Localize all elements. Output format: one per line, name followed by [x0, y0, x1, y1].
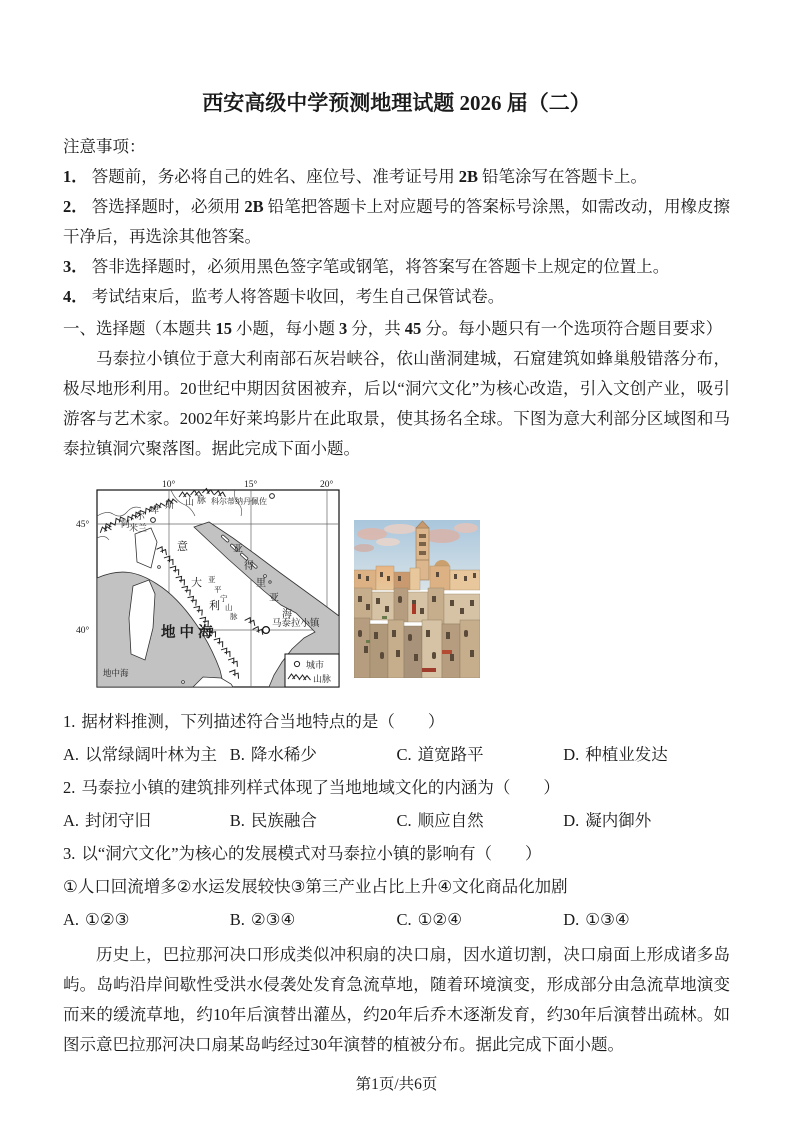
option-b: B. 降水稀少 — [229, 745, 317, 764]
section-header-points: 3 — [339, 319, 348, 338]
svg-text:山: 山 — [185, 497, 195, 507]
svg-text:亚: 亚 — [269, 593, 279, 604]
notice-item-1 — [63, 162, 730, 192]
svg-text:斯: 斯 — [165, 500, 175, 510]
notice-item-text: 铅笔把答题卡上对应题号的答案标号涂黑，如需改动，用橡皮擦干净后，再选涂其他答案。 — [63, 197, 731, 246]
question-2-options — [63, 804, 730, 837]
svg-text:大: 大 — [191, 577, 202, 589]
map-svg — [75, 478, 347, 692]
option-b: B. ②③④ — [229, 910, 296, 929]
question-text: 据材料推测，下列描述符合当地特点的是（ ） — [81, 712, 445, 731]
section-header-text: 小题，每小题 — [236, 319, 335, 338]
notice-item-2 — [63, 192, 730, 252]
section-header-text: 分。每小题只有一个选项符合题目要求） — [425, 319, 723, 338]
option-c: C. 顺应自然 — [396, 811, 484, 830]
option-a: A. 以常绿阔叶林为主 — [63, 745, 218, 764]
notice-item-text: 答题前，务必将自己的姓名、座位号、准考证号用 — [91, 167, 455, 186]
notice-item-text: 答非选择题时，必须用黑色签字笔或钢笔，将答案写在答题卡上规定的位置上。 — [91, 257, 670, 276]
question-number: 1. — [63, 712, 76, 731]
page-title: 西安高级中学预测地理试题 2026 届（二） — [202, 91, 591, 115]
svg-text:脉: 脉 — [197, 495, 207, 505]
option-d: D. 种植业发达 — [563, 745, 668, 764]
svg-text:脉: 脉 — [230, 612, 238, 621]
question-1-options — [63, 738, 730, 771]
mediterranean-label: 地中海 — [161, 625, 217, 641]
question-2 — [63, 771, 730, 804]
svg-text:山: 山 — [225, 603, 233, 612]
svg-text:宁: 宁 — [220, 594, 228, 603]
city-marker-icon — [294, 661, 299, 666]
section-header — [63, 313, 730, 344]
notice-item-3 — [63, 252, 730, 282]
section-header-text: 一、选择题（本题共 — [63, 319, 212, 338]
question-text: 以“洞穴文化”为核心的发展模式对马泰拉小镇的影响有（ ） — [81, 844, 542, 863]
italy-region-map — [75, 478, 347, 697]
svg-text:亚: 亚 — [233, 544, 243, 555]
notice-item-text: 考试结束后，监考人将答题卡收回，考生自己保管试卷。 — [91, 287, 505, 306]
city-marker-icon — [270, 494, 275, 499]
photo-mid-town — [354, 588, 480, 624]
questions-block — [63, 705, 730, 936]
svg-text:阿: 阿 — [121, 519, 131, 529]
question-3-subline: ①人口回流增多②水运发展较快③第三产业占比上升④文化商品化加剧 — [63, 877, 568, 896]
option-d: D. 凝内御外 — [563, 811, 652, 830]
svg-text:意: 意 — [177, 541, 188, 553]
notice-item-4 — [63, 282, 730, 312]
question-3-options — [63, 903, 730, 936]
legend-city-label: 城市 — [306, 660, 325, 670]
section-header-text: 分，共 — [351, 319, 401, 338]
figure-row — [75, 478, 730, 697]
milan-label: 米兰 — [129, 523, 148, 533]
notice-item-number: 3． — [63, 257, 88, 276]
svg-text:得: 得 — [244, 561, 254, 572]
lon-label-15: 15° — [244, 480, 258, 490]
question-text: 马泰拉小镇的建筑排列样式体现了当地地域文化的内涵为（ ） — [81, 778, 560, 797]
svg-text:利: 利 — [209, 600, 220, 612]
option-a: A. ①②③ — [63, 910, 130, 929]
notice-item-number: 4． — [63, 287, 88, 306]
lon-label-20: 20° — [320, 480, 334, 490]
svg-text:里: 里 — [256, 578, 266, 589]
notice-section — [63, 132, 730, 312]
notice-item-number: 2． — [63, 197, 88, 216]
photo-lower-town — [354, 618, 480, 678]
notice-heading: 注意事项： — [63, 137, 146, 156]
lat-label-45: 45° — [76, 520, 90, 530]
question-number: 3. — [63, 844, 76, 863]
option-b: B. 民族融合 — [229, 811, 317, 830]
map-legend — [285, 654, 339, 687]
option-c: C. 道宽路平 — [396, 745, 484, 764]
section-header-total: 45 — [404, 319, 422, 338]
svg-text:尔: 尔 — [136, 511, 146, 521]
option-d: D. ①③④ — [563, 910, 630, 929]
intro-paragraph: 马泰拉小镇位于意大利南部石灰岩峡谷，依山凿洞建城，石窟建筑如蜂巢般错落分布，极尽地形利用。20世纪中期因贫困被弃，后以“洞穴文化”为核心改造，引入文创产业，吸引游客与艺术家。2002年好莱坞影片在此取景，使其扬名全球。下图为意大利部分区域图和马泰拉镇洞穴聚落图。据此完成下面小题。 — [63, 349, 730, 458]
notice-item-text: 铅笔涂写在答题卡上。 — [482, 167, 648, 186]
lon-label-10: 10° — [162, 480, 176, 490]
svg-text:卑: 卑 — [150, 505, 160, 515]
lat-label-40: 40° — [76, 626, 90, 636]
question-1 — [63, 705, 730, 738]
matera-label: 马泰拉小镇 — [272, 619, 320, 629]
question-3 — [63, 837, 730, 870]
svg-text:平: 平 — [214, 585, 222, 594]
svg-text:亚: 亚 — [208, 575, 216, 584]
legend-mountain-label: 山脉 — [313, 674, 332, 684]
photo-svg — [354, 520, 480, 678]
option-c: C. ①②④ — [396, 910, 463, 929]
closing-paragraph: 历史上，巴拉那河决口形成类似冲积扇的决口扇，因水道切割，决口扇面上形成诸多岛屿。岛屿沿岸间歇性受洪水侵袭处发育急流草地，随着环境演变，形成部分由急流草地演变而来的缓流草地，约10年后演替出灌丛，约20年后乔木逐渐发育，约30年后演替出疏林。如图示意巴拉那河决口扇某岛屿经过30年演替的植被分布。据此完成下面小题。 — [63, 945, 730, 1054]
matera-photo — [354, 520, 480, 683]
notice-item-number: 1． — [63, 167, 88, 186]
notice-item-text: 答选择题时，必须用 — [91, 197, 241, 216]
option-a: A. 封闭守旧 — [63, 811, 152, 830]
svg-text:海: 海 — [282, 609, 292, 620]
cortina-label: 科尔蒂纳丹佩佐 — [211, 497, 267, 506]
notice-item-bold: 2B — [458, 167, 479, 186]
section-header-count: 15 — [215, 319, 232, 338]
matera-city-marker-icon — [263, 627, 270, 634]
city-marker-icon — [151, 518, 156, 523]
notice-item-bold: 2B — [244, 197, 264, 216]
mediterranean-corner-label: 地中海 — [103, 668, 129, 678]
page-number: 第1页/共6页 — [355, 1076, 438, 1093]
question-number: 2. — [63, 778, 76, 797]
